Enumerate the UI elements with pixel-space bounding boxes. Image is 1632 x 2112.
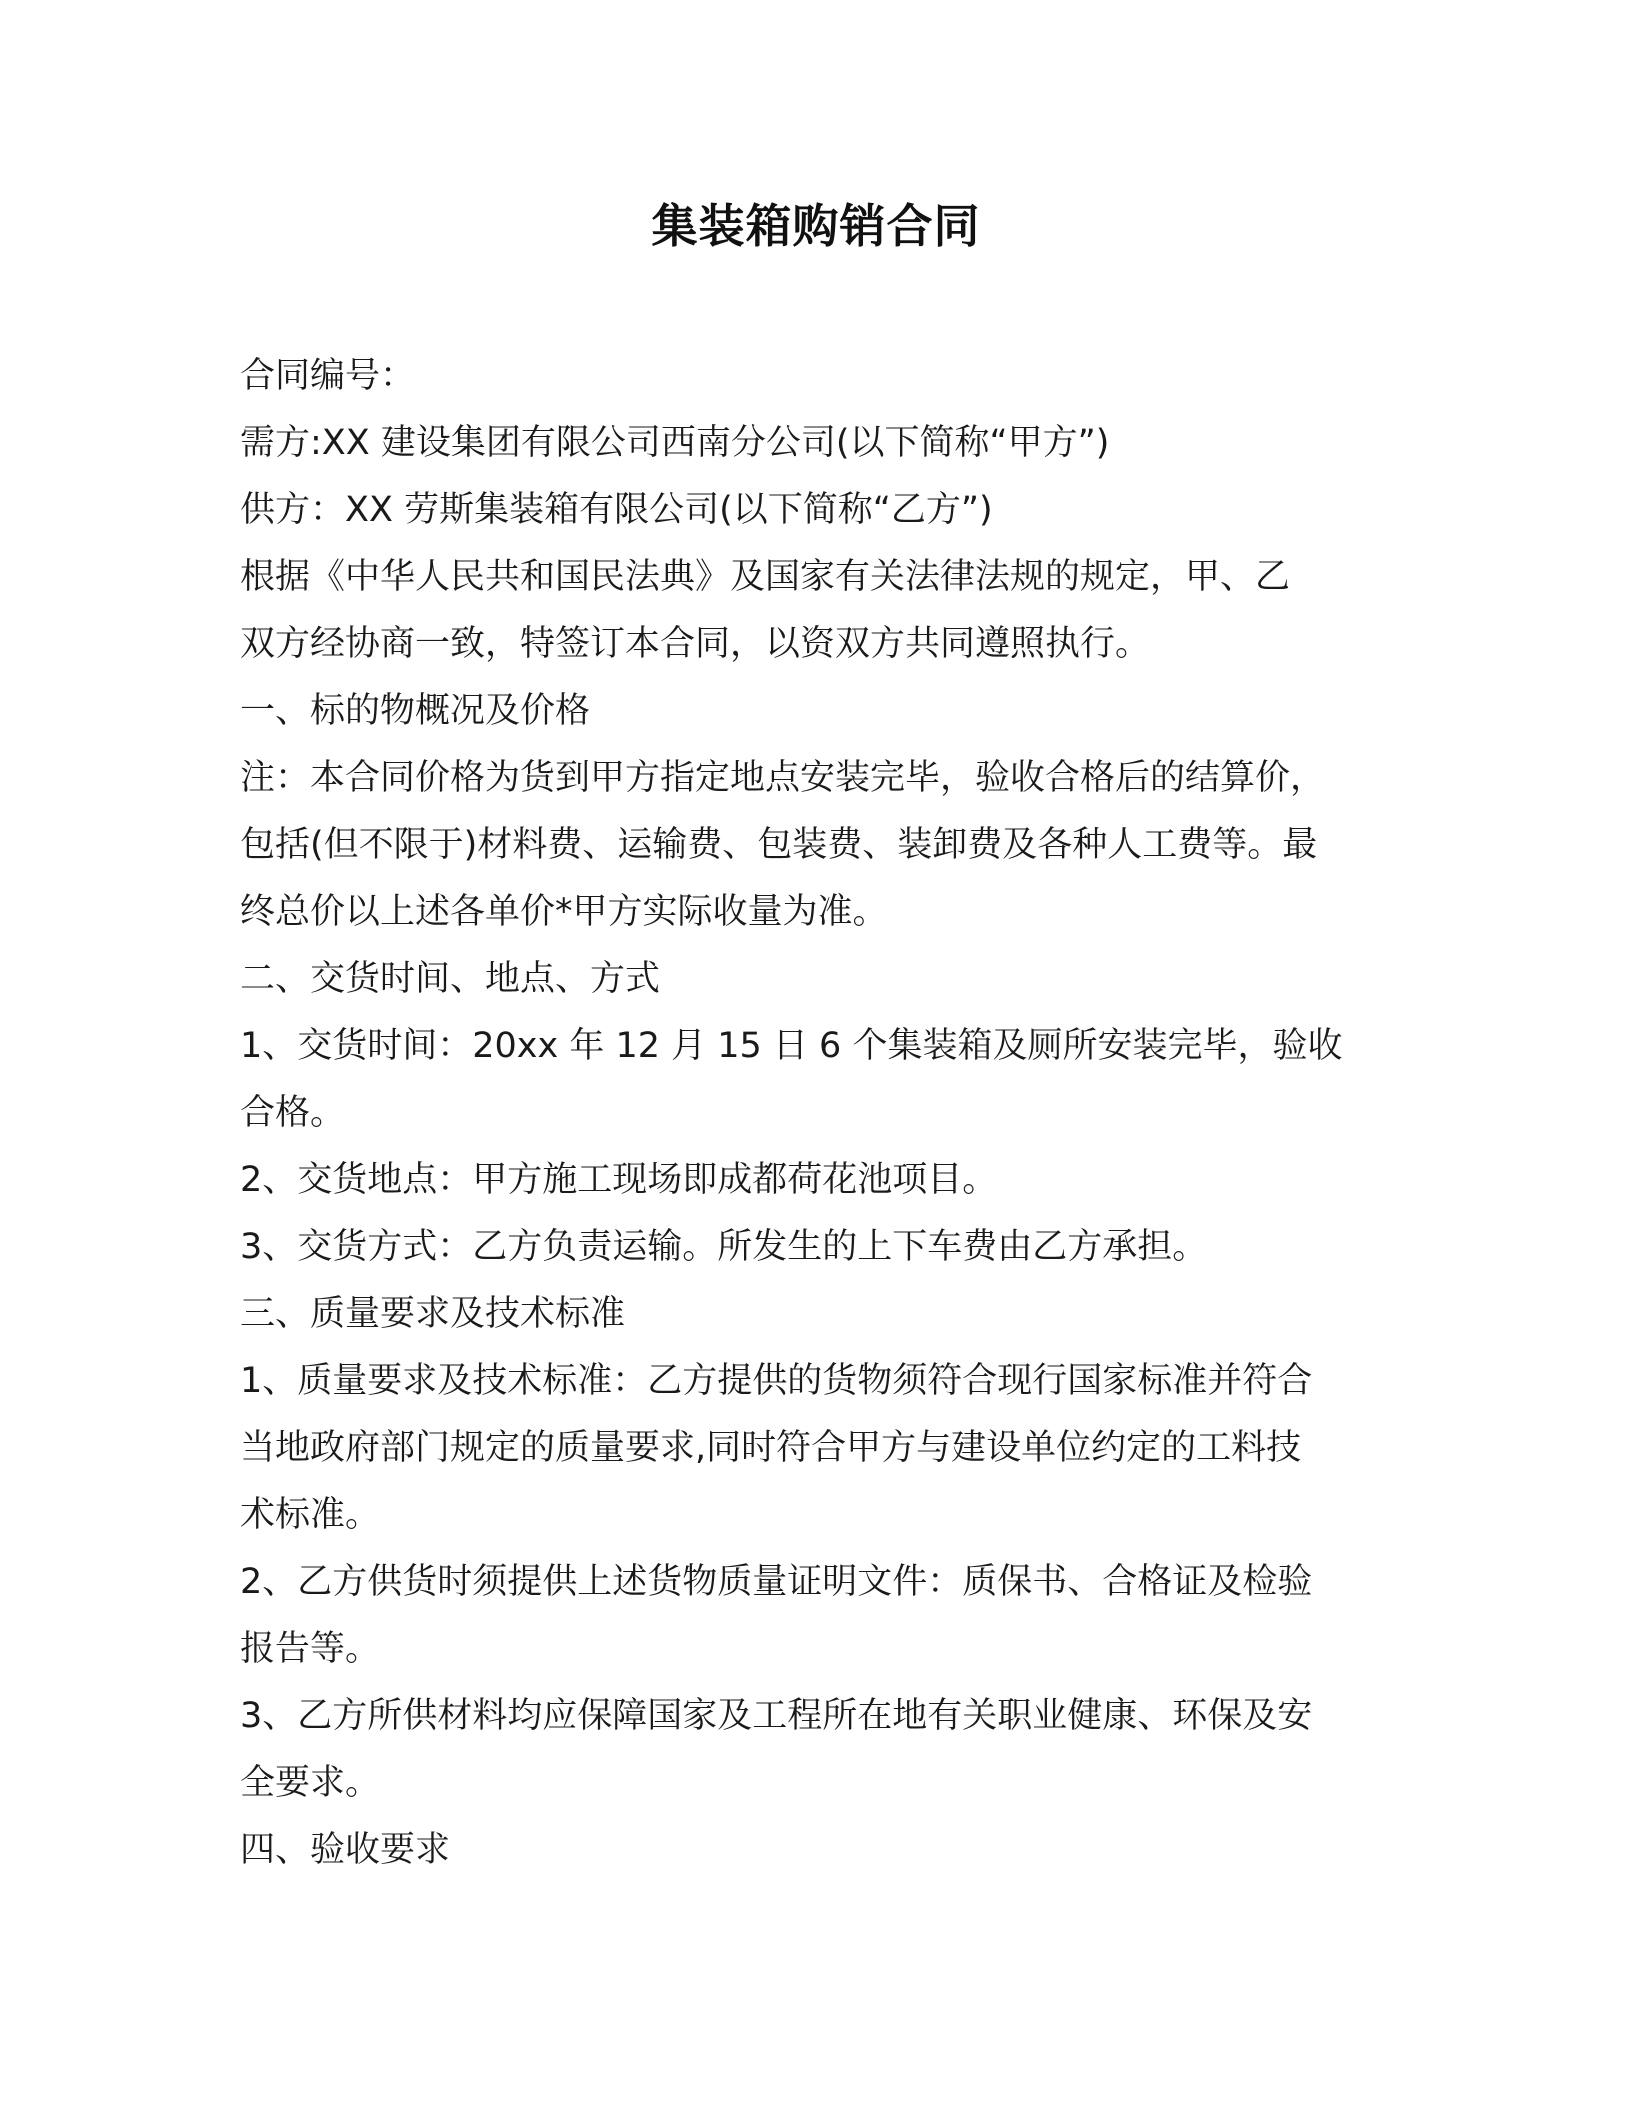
- contract-number-line: 合同编号：: [240, 356, 416, 396]
- paragraph-line: 报告等。: [240, 1629, 381, 1669]
- paragraph-line: 3、乙方所供材料均应保障国家及工程所在地有关职业健康、环保及安: [240, 1696, 1313, 1736]
- preamble-line: 根据《中华人民共和国民法典》及国家有关法律法规的规定，甲、乙: [240, 557, 1291, 597]
- paragraph-line: 3、交货方式：乙方负责运输。所发生的上下车费由乙方承担。: [240, 1227, 1208, 1267]
- paragraph-line: 2、乙方供货时须提供上述货物质量证明文件：质保书、合格证及检验: [240, 1562, 1313, 1602]
- paragraph-line: 1、交货时间：20xx 年 12 月 15 日 6 个集装箱及厕所安装完毕，验收: [240, 1026, 1343, 1066]
- paragraph-line: 1、质量要求及技术标准：乙方提供的货物须符合现行国家标准并符合: [240, 1361, 1313, 1401]
- section-heading: 三、质量要求及技术标准: [240, 1294, 626, 1334]
- section-heading: 二、交货时间、地点、方式: [240, 959, 661, 999]
- supplier-line: 供方：XX 劳斯集装箱有限公司(以下简称“乙方”): [240, 490, 993, 530]
- paragraph-line: 包括(但不限于)材料费、运输费、包装费、装卸费及各种人工费等。最: [240, 825, 1318, 865]
- paragraph-line: 术标准。: [240, 1495, 381, 1535]
- preamble-line: 双方经协商一致，特签订本合同，以资双方共同遵照执行。: [240, 624, 1151, 664]
- section-heading: 四、验收要求: [240, 1830, 451, 1870]
- paragraph-line: 2、交货地点：甲方施工现场即成都荷花池项目。: [240, 1160, 998, 1200]
- section-heading: 一、标的物概况及价格: [240, 691, 591, 731]
- paragraph-line: 当地政府部门规定的质量要求,同时符合甲方与建设单位约定的工料技: [240, 1428, 1302, 1468]
- paragraph-line: 注：本合同价格为货到甲方指定地点安装完毕，验收合格后的结算价，: [240, 758, 1326, 798]
- buyer-line: 需方:XX 建设集团有限公司西南分公司(以下简称“甲方”): [240, 423, 1110, 463]
- document-body: [240, 343, 1400, 1884]
- document-title: 集装箱购销合同: [651, 199, 981, 253]
- paragraph-line: 合格。: [240, 1093, 346, 1133]
- paragraph-line: 全要求。: [240, 1763, 381, 1803]
- paragraph-line: 终总价以上述各单价*甲方实际收量为准。: [240, 892, 888, 932]
